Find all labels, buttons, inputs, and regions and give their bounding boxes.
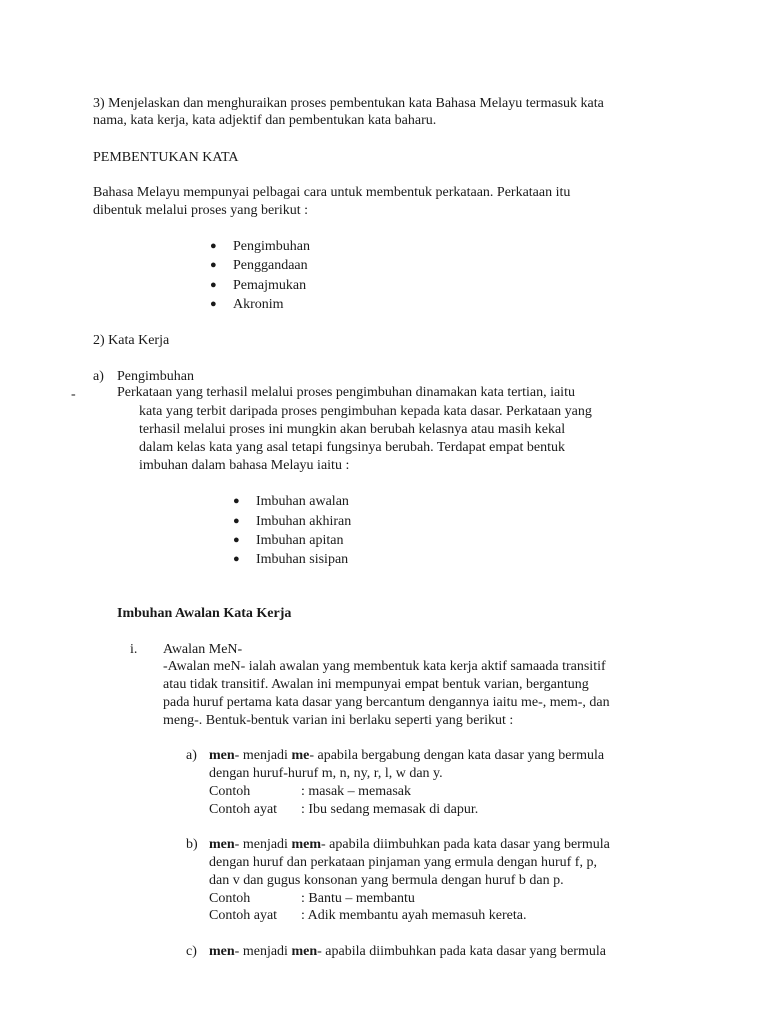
rule-a-marker: a)	[186, 748, 197, 763]
para3-line-4: meng-. Bentuk-bentuk varian ini berlaku seperti yang berikut :	[163, 713, 514, 728]
para1-line-2: dibentuk melalui proses yang berikut :	[93, 203, 309, 218]
rule-a-line-2: dengan huruf-huruf m, n, ny, r, l, w dan y.	[209, 766, 443, 781]
intro-line-2: nama, kata kerja, kata adjektif dan pembentukan kata baharu.	[93, 113, 437, 128]
bullet-icon: ●	[210, 240, 217, 252]
para3-line-1: -Awalan meN- ialah awalan yang membentuk kata kerja aktif samaada transitif	[163, 659, 606, 674]
heading-imbuhan-awalan: Imbuhan Awalan Kata Kerja	[117, 606, 292, 621]
section-kata-kerja: 2) Kata Kerja	[93, 333, 170, 348]
bullet-icon: ●	[210, 259, 217, 271]
bullet-icon: ●	[233, 534, 240, 546]
rule-c-line-1: men- menjadi men- apabila diimbuhkan pada kata dasar yang bermula	[209, 944, 606, 959]
para3-line-3: pada huruf pertama kata dasar yang bercantum dengannya iaitu me-, mem-, dan	[163, 695, 610, 710]
para3-line-2: atau tidak transitif. Awalan ini mempunyai empat bentuk varian, bergantung	[163, 677, 589, 692]
list-item: ● Imbuhan akhiran	[233, 514, 352, 529]
dash-marker: -	[71, 387, 76, 402]
bullet-icon: ●	[233, 515, 240, 527]
bullet-icon: ●	[210, 279, 217, 291]
rule-b-line-1: men- menjadi mem- apabila diimbuhkan pada kata dasar yang bermula	[209, 837, 610, 852]
list-item: ● Pengimbuhan	[210, 239, 310, 254]
rule-b-contoh-ayat: Contoh ayat : Adik membantu ayah memasuh kereta.	[209, 908, 527, 923]
sub-a-label: Pengimbuhan	[117, 369, 194, 384]
rule-b-line-3: dan v dan gugus konsonan yang bermula dengan huruf b dan p.	[209, 873, 564, 888]
para2-line-2: kata yang terbit daripada proses pengimbuhan kepada kata dasar. Perkataan yang	[139, 404, 592, 419]
rule-a-line-1: men- menjadi me- apabila bergabung dengan kata dasar yang bermula	[209, 748, 605, 763]
list-item: ● Imbuhan apitan	[233, 533, 344, 548]
list-item: ● Imbuhan awalan	[233, 494, 349, 509]
bullet-icon: ●	[210, 298, 217, 310]
list-item: ● Penggandaan	[210, 258, 308, 273]
rule-b-line-2: dengan huruf dan perkataan pinjaman yang ermula dengan huruf f, p,	[209, 855, 597, 870]
list-item: ● Akronim	[210, 297, 284, 312]
para2-line-4: dalam kelas kata yang asal tetapi fungsinya berubah. Terdapat empat bentuk	[139, 440, 565, 455]
list-item: ● Imbuhan sisipan	[233, 552, 349, 567]
sub-a-marker: a)	[93, 369, 104, 384]
list-item: ● Pemajmukan	[210, 278, 307, 293]
rule-c-marker: c)	[186, 944, 197, 959]
para2-line-5: imbuhan dalam bahasa Melayu iaitu :	[139, 458, 350, 473]
item-i-marker: i.	[130, 642, 138, 657]
rule-b-marker: b)	[186, 837, 198, 852]
para1-line-1: Bahasa Melayu mempunyai pelbagai cara untuk membentuk perkataan. Perkataan itu	[93, 185, 571, 200]
heading-pembentukan-kata: PEMBENTUKAN KATA	[93, 150, 239, 165]
rule-a-contoh-ayat: Contoh ayat : Ibu sedang memasak di dapur.	[209, 802, 479, 817]
para2-line-1: Perkataan yang terhasil melalui proses pengimbuhan dinamakan kata tertian, iaitu	[117, 385, 575, 400]
para2-line-3: terhasil melalui proses ini mungkin akan berubah kelasnya atau masih kekal	[139, 422, 566, 437]
rule-b-contoh: Contoh : Bantu – membantu	[209, 891, 415, 906]
bullet-icon: ●	[233, 553, 240, 565]
rule-a-contoh: Contoh : masak – memasak	[209, 784, 412, 799]
item-i-title: Awalan MeN-	[163, 642, 243, 657]
intro-line-1: 3) Menjelaskan dan menghuraikan proses pembentukan kata Bahasa Melayu termasuk kata	[93, 96, 604, 111]
bullet-icon: ●	[233, 495, 240, 507]
